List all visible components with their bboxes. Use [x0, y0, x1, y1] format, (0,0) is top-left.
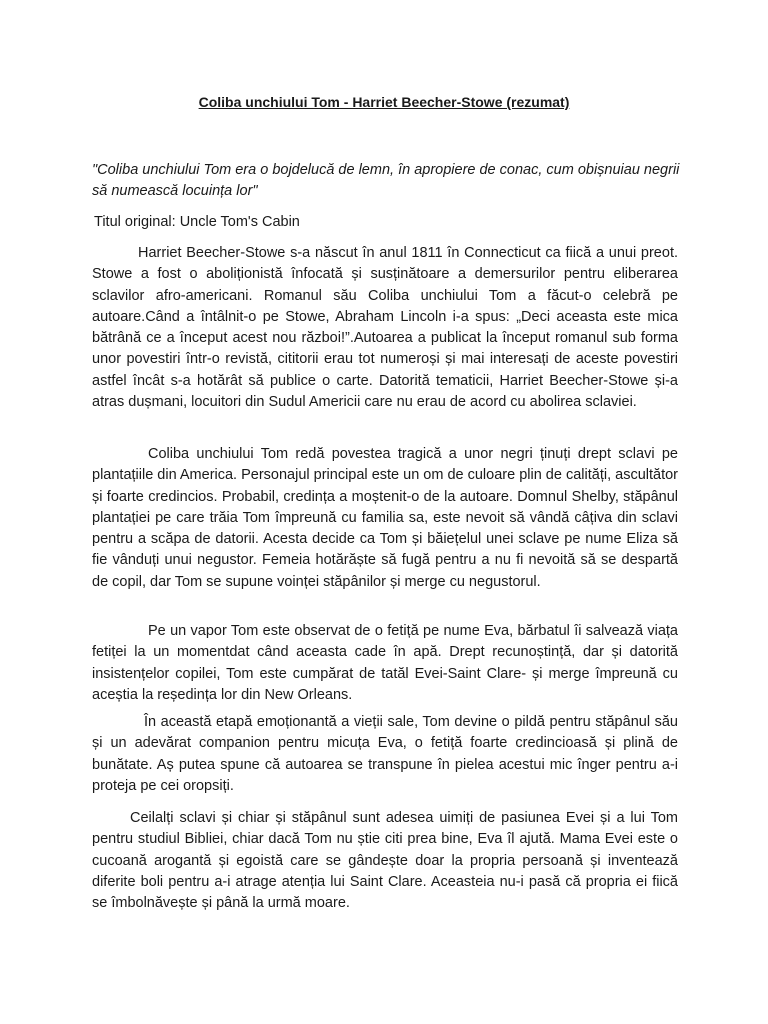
paragraph-tom-and-eva: În această etapă emoționantă a vieții sale, Tom devine o pildă pentru stăpânul său și un adevărat companion pentru micuța Eva, o fetiță foarte credincioasă și plină de bunătate. Aș putea spune că autoarea se transpune în pielea acestui mic înger pentru a-i proteja pe cei oropsiți. [92, 714, 678, 794]
opening-quote: "Coliba unchiului Tom era o bojdelucă de lemn, în apropiere de conac, cum obișnuiau negrii să numească locuința lor" [92, 162, 680, 199]
document-title: Coliba unchiului Tom - Harriet Beecher-Stowe (rezumat) [198, 94, 570, 110]
paragraph-author-biography: Harriet Beecher-Stowe s-a născut în anul 1811 în Connecticut ca fiică a unui preot. Stowe a fost o aboliționistă înfocată și susținătoare a demersurilor pentru eliberarea sclavilor afro-americani. Romanul său Coliba unchiului Tom a făcut-o celebră pe autoare.Când a întâlnit-o pe Stowe, Abraham Lincoln i-a spus: „Deci aceasta este mica bătrână ce a început acest nou război!”.Autoarea a publicat la început romanul sub forma unor povestiri într-o revistă, cititorii erau tot numeroși și mai interesați de aceste povestiri astfel încât s-a hotărât să publice o carte. Datorită tematicii, Harriet Beecher-Stowe și-a atras dușmani, locuitori din Sudul Americii care nu erau de acord cu abolirea sclaviei. [92, 245, 678, 411]
paragraph-story-summary: Coliba unchiului Tom redă povestea tragică a unor negri ținuți drept sclavi pe plantațiile din America. Personajul principal este un om de culoare plin de calități, ascultător și foarte credincios. Probabil, credința a moștenit-o de la autoare. Domnul Shelby, stăpânul plantației pe care trăia Tom împreună cu familia sa, este nevoit să vândă câțiva din sclavi pentru a scăpa de datorii. Acesta decide ca Tom și băiețelul unei sclave pe nume Eliza să fie vânduți unui negustor. Femeia hotărăște să fugă pentru a nu fi nevoită să se despartă de copil, dar Tom se supune voinței stăpânilor și merge cu negustorul. [92, 446, 678, 590]
paragraph-bible-study: Ceilalți sclavi și chiar și stăpânul sunt adesea uimiți de pasiunea Evei și a lui Tom pentru studiul Bibliei, chiar dacă Tom nu știe citi prea bine, Eva îl ajută. Mama Evei este o cucoană arogantă și egoistă care se gândește doar la propria persoană și inventează diferite boli pentru a-i atrage atenția lui Saint Clare. Aceasteia nu-i pasă că propria ei fiică se îmbolnăvește și până la urmă moare. [92, 810, 678, 912]
original-title-line: Titul original: Uncle Tom's Cabin [94, 214, 300, 230]
paragraph-eva-rescue: Pe un vapor Tom este observat de o fetiță pe nume Eva, bărbatul îi salvează viața fetiței la un momentdat când aceasta cade în apă. Drept recunoștință, dar și datorită insistențelor copilei, Tom este cumpărat de tatăl Evei-Saint Clare- și merge împreună cu aceștia la reședința lor din New Orleans. [92, 623, 678, 703]
